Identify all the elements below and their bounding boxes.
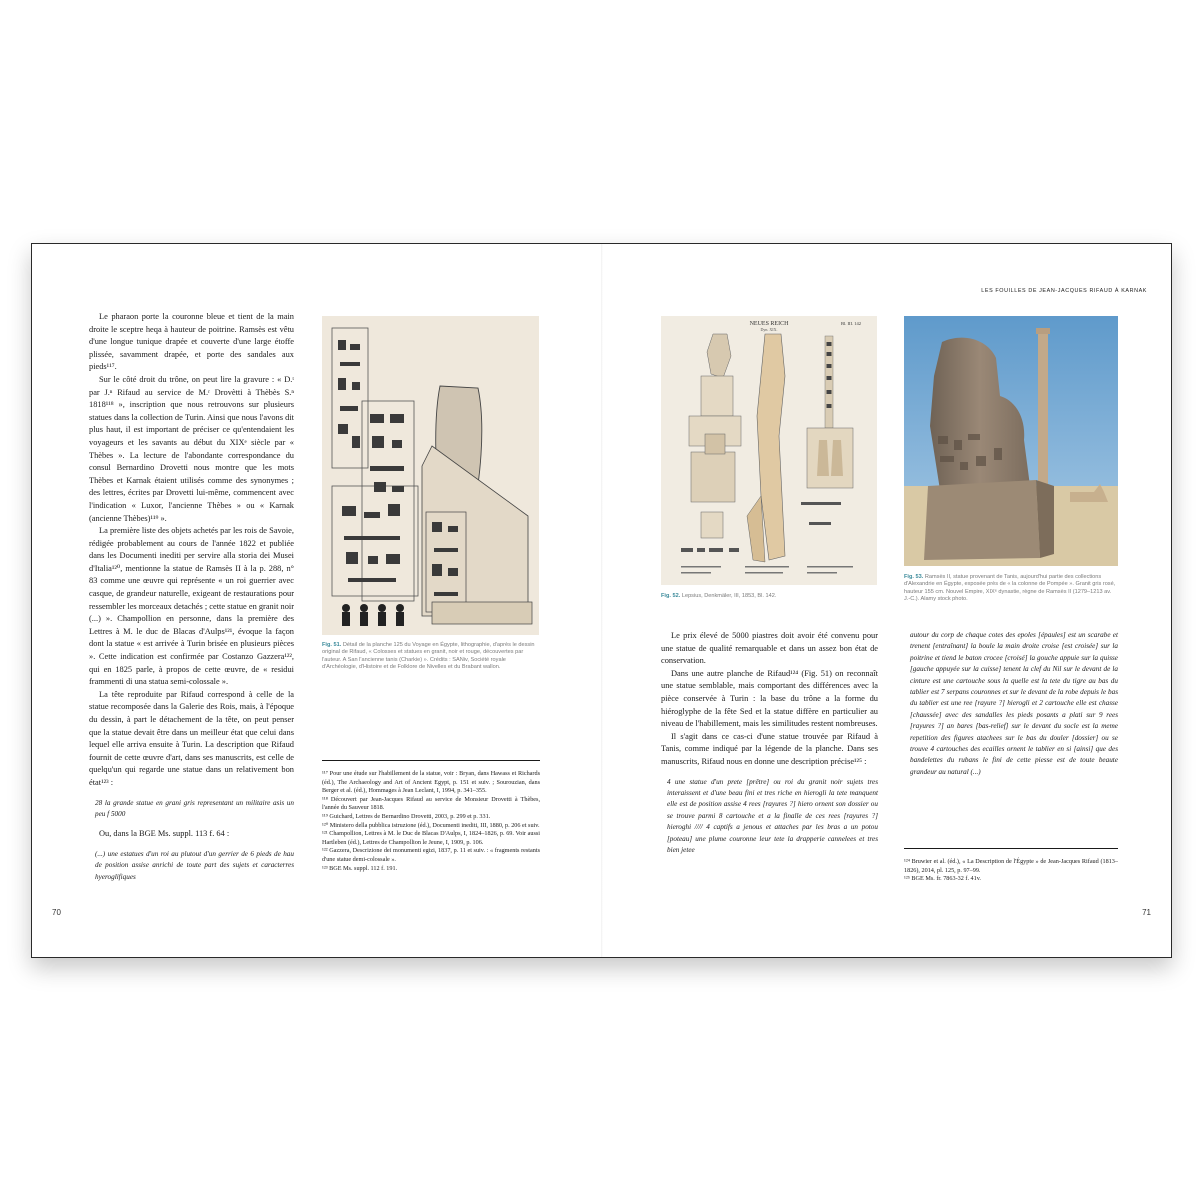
paragraph: Le prix élevé de 5000 piastres doit avoir été convenu pour une statue de qualité remarquable et dans un assez bon état de conservation. [661,631,878,666]
left-footnotes [322,770,540,873]
figure-53-photo [904,316,1118,566]
figure-52-caption [661,593,877,600]
paragraph: Sur le côté droit du trône, on peut lire la gravure : « D.ᵗ par J.ⁿ Rifaud au service de M.ʳ Drovètti à Thèbès S.ⁿ 1818¹¹⁸ », inscription que nous retrouvons sur plusieurs statues dans la collection de Turin. Ainsi que nous l'avons dit plus haut, il est important de préciser ce qu'entendaient les voyageurs et les savants au début du XIXᵉ siècle par « Thèbes ». La lecture de l'abondante correspondance du consul Bernardino Drovetti nous montre que les mots Thèbes et Karnak étaient utilisés comme des synonymes ; des lettres, écrites par Drovetti lui-même, commencent avec l'indication « Luxor, l'ancienne Thèbes » ou « Karnak (ancienne Thèbes)¹¹⁹ ». [89,374,294,523]
plate-header: NEUES REICH [749,321,789,327]
footnote: ¹²³ BGE Ms. suppl. 112 f. 191. [322,864,398,872]
book-spread [31,243,1172,958]
caption-label: Fig. 53. [904,574,924,580]
footnote: ¹¹⁷ Pour une étude sur l'habillement de la statue, voir : Bryan, dans Hawass et Richards (éd.), The Archaeology and Art of Ancient Egypt, p. 151 et suiv. ; Sourouzian, dans Berger et al. (éd.), Hommages à Jean Leclant, I, 1994, p. 341–355. [322,770,540,795]
footnote: ¹²¹ Champollion, Lettres à M. le Duc de Blacas D'Aulps, I, 1824–1826, p. 69. Voir aussi Hartleben (éd.), Lettres de Champollion le Jeune, I, 1909, p. 106. [322,830,540,846]
caption-text: Ramsès II, statue provenant de Tanis, aujourd'hui partie des collections d'Alexandrie en Égypte, exposée près de « la colonne de Pompée ». Granit gris rosé, hauteur 155 cm. Nouvel Empire, XIXᵉ dynastie, règne de Ramsès II (1279–1213 av. J.-C.). Alamy stock photo. [904,574,1116,603]
paragraph: Dans une autre planche de Rifaud¹²⁴ (Fig. 51) on reconnaît une statue semblable, mais comportant des différences avec la pièce conservée à Turin : la base du trône a la forme du hiéroglyphe de la fête Sed et la statue diffère en particulier au niveau de l'habillement, mais les similitudes restent nombreuses. [661,668,878,729]
caption-label: Fig. 51. [322,642,342,648]
running-head: LES FOUILLES DE JEAN-JACQUES RIFAUD À KARNAK [981,288,1147,294]
plate-number: Bl. III. 142 [841,321,861,326]
footnote: ¹¹⁹ Guichard, Lettres de Bernardino Drovetti, 2003, p. 299 et p. 331. [322,812,491,820]
paragraph: Ou, dans la BGE Ms. suppl. 113 f. 64 : [99,829,230,839]
quote-block: autour du corp de chaque cotes des epoles [épaules] est un scarabe et trenent [entraînant] la boule la main droite croise [est croisée] sur la poitrine et tiend le baton crocee [croisé] la gouche appuie sur la quisse [gauche appuyée sur la cuisse] tenent la clef du Nil sur le devant de la cinture est une cartouche sous la quelle est la tete du tigre au bas du tablier est 7 serpans couronnes et sur le devant de la robe depuis le bas du tablier est une ree [rayure ?] hierogli et 2 cartouche elle est chasse [chaussée] avec des sandalles les pieds posants a plati sur 9 rees [rayures ?] an bares [bas-relief] sur le devant du socle est la meme repetition des figures atachees sur le bas du douler [dossier] ou se trouve 4 cartouches des ecailles ornent le tablier en si [ainsi] que des bandelettes du rubans le fini de cette piesse est de toute beaute grandeur au natural (...) [910,631,1118,776]
paragraph: La tête reproduite par Rifaud correspond à celle de la statue recomposée dans la Galerie des Rois, mais, à l'époque du dessin, à part le détachement de la tête, on peut penser que la statue devait être dans un meilleur état que celui dans lequel elle arriva ensuite à Turin. La description que Rifaud fournit de cette œuvre d'art, dans ses manuscrits, est celle de quelqu'un qui regarde une statue dans un relativement bon état¹²³ : [89,689,294,787]
right-text-column-1 [661,630,878,864]
figure-52-plate [661,316,877,585]
quote-block: (...) une estatues d'un roi au plutout d'un gerrier de 6 pieds de hau de position assise anrichi de toute part des sujets et caracterres hyeroglifiques [95,849,294,881]
lepsius-plate-drawing [661,316,877,585]
footnote-rule [322,760,540,761]
right-text-column-2 [904,630,1118,786]
figure-51-caption [322,642,539,672]
caption-text: Détail de la planche 125 du Voyage en Égypte, lithographie, d'après le dessin original de Rifaud, « Colosses et statues en granit, noir et rouge, découvertes par l'auteur. A San l'ancienne tanis (Charkie) ». Crédits : SANiv, Société royale d'Archéologie, d'Histoire et de Folklore de Nivelles et du Brabant wallon. [322,642,535,671]
statue-photo [904,316,1118,566]
quote-block: 4 une statue d'un prete [prêtre] ou roi du granit noir sujets tres interaissent et d'une beau fini et tres riche en hierogli la tete manquent elle est de position assise 4 rees [rayures ?] hiero ornent son dossier ou se trouve parmi 8 cartouche et a la finalle de ces rees [rayures ?] hieroghi //// 4 captifs a jenous et attaches par les bras a un potou [poteau] une plume couronne leur tete la drapperie cannelees et tres bien jetee [667,777,878,854]
quote-block: 28 la grande statue en grani gris representant un militaire asis un peu f 5000 [95,798,294,818]
footnote: ¹²⁴ Bruwier et al. (éd.), « La Description de l'Égypte » de Jean-Jacques Rifaud (1813–1826), 2014, pl. 125, p. 97–99. [904,858,1118,874]
paragraph: Le pharaon porte la couronne bleue et tient de la main droite le sceptre heqa à hauteur de poitrine. Ramsès est vêtu d'une longue tunique drapée et couverte d'une large étoffe plissée, savamment drapée, et porte des sandales aux pieds¹¹⁷. [89,312,294,372]
plate-dynasty: Dyn. XIX. [760,327,778,332]
page-number-right: 71 [1142,908,1151,917]
footnote: ¹²⁰ Ministero della pubblica istruzione (éd.), Documenti inediti, III, 1880, p. 206 et suiv. [322,821,540,829]
gutter-shadow [601,244,603,957]
footnote: ¹²⁵ BGE Ms. fr. 7863-32 f. 41v. [904,875,981,883]
caption-text: Lepsius, Denkmäler, III, 1853, Bl. 142. [681,593,777,599]
left-text-column [89,311,294,891]
figure-53-caption [904,574,1118,604]
footnote-rule [904,848,1118,849]
paragraph: Il s'agit dans ce cas-ci d'une statue trouvée par Rifaud à Tanis, comme indiqué par la légende de la planche. Dans ses manuscrits, Rifaud nous en donne une description précise¹²⁵ : [661,731,878,766]
paragraph: La première liste des objets achetés par les rois de Savoie, rédigée probablement au cours de l'année 1822 et publiée dans les Documenti inediti per servire alla storia dei Musei d'Italia¹²⁰, mentionne la statue de Ramsès II à la p. 288, n° 83 comme une œuvre qui représente « un roi guerrier avec casque, de grandeur naturelle, exigeant de restaurations pour ressembler les morceaux detachés ; cette statue en granit noir (...) ». Champollion en personne, dans la première des Lettres à M. le duc de Blacas d'Aulps¹²¹, évoque la façon dont la statue « est arrivée à Turin brisée en plusieurs pièces ». Cette indication est confirmée par Costanzo Gazzera¹²², qui en 1825 parle, à propos de cette œuvre, de « residui frammenti di una statua semi-colossale ». [89,526,294,687]
figure-51-lithograph [322,316,539,635]
lithograph-drawing [322,316,539,635]
footnote: ¹¹⁸ Découvert par Jean-Jacques Rifaud au service de Monsieur Drovetti à Thèbes, l'année du Sauveur 1818. [322,795,540,812]
right-footnotes [904,858,1118,884]
footnote: ¹²² Gazzera, Descrizione dei monumenti egizi, 1837, p. 11 et suiv. : « fragments restants d'une statue demi-colossale ». [322,847,540,863]
page-number-left: 70 [52,908,61,917]
caption-label: Fig. 52. [661,593,681,599]
